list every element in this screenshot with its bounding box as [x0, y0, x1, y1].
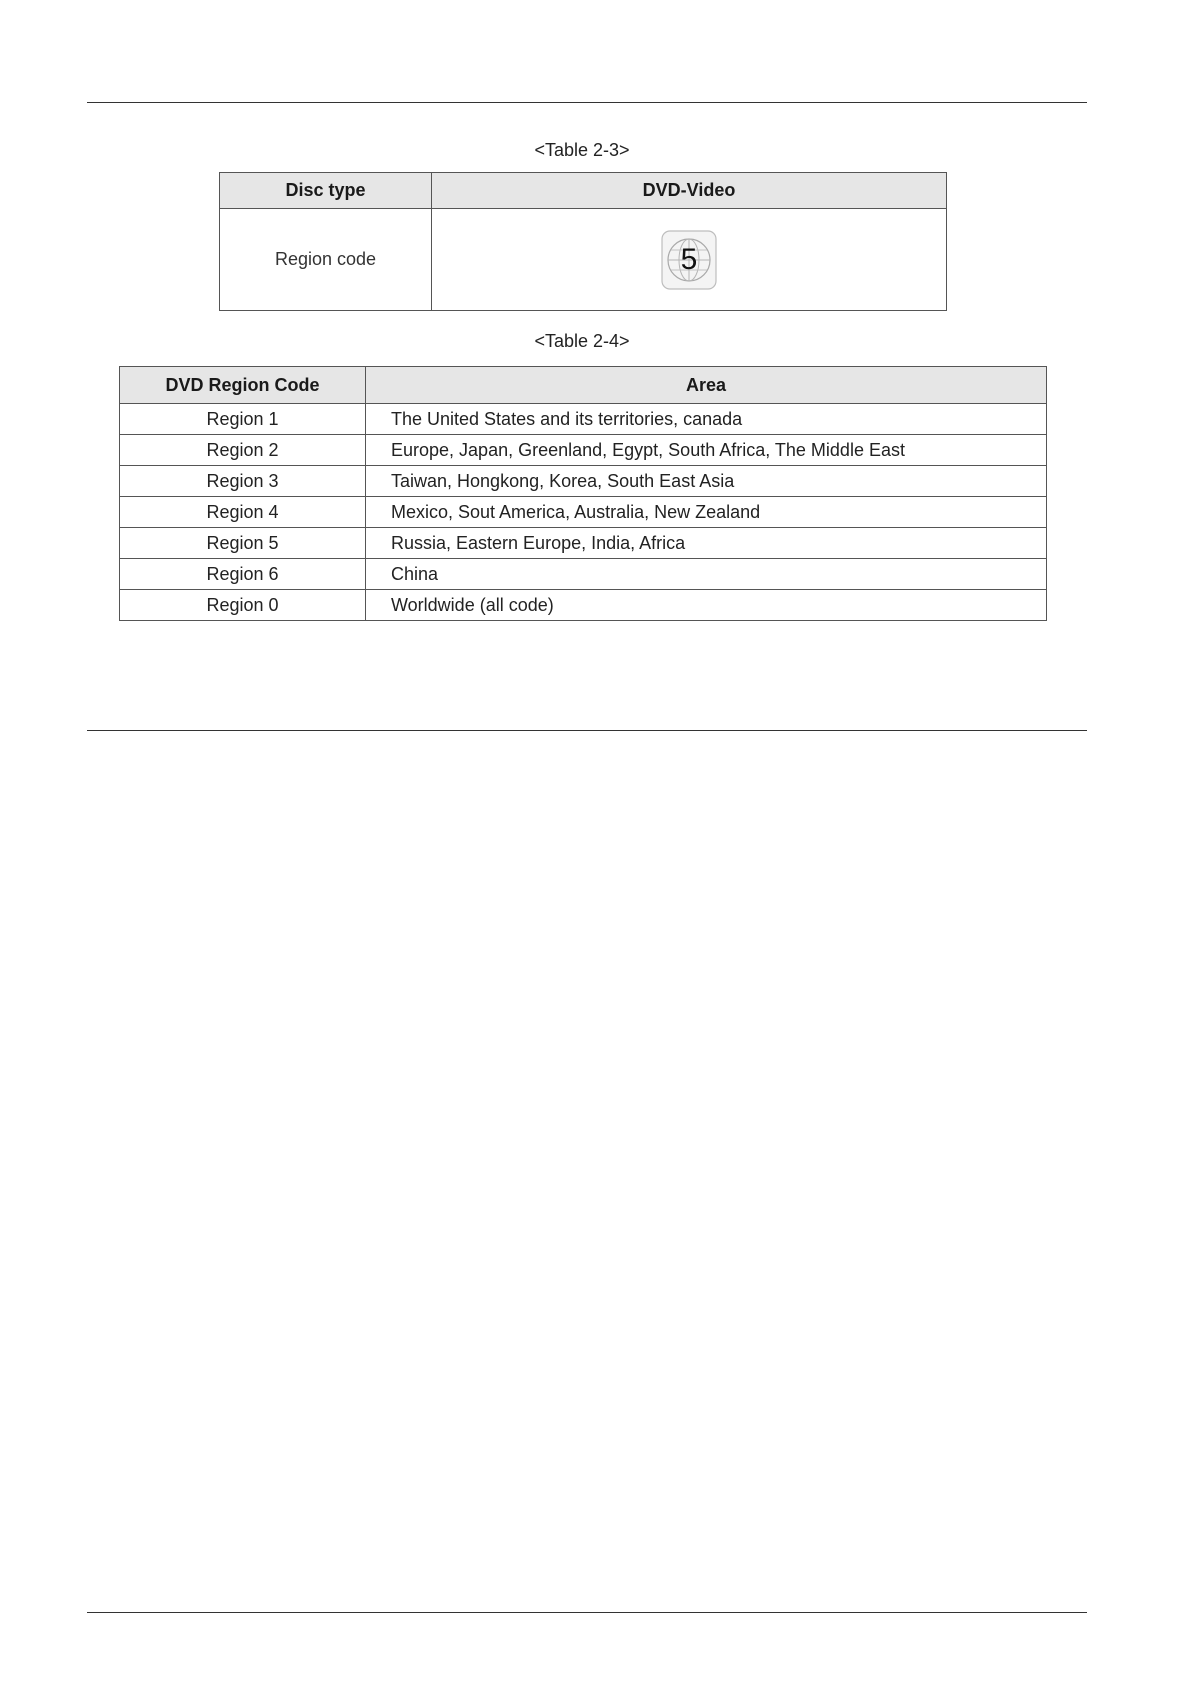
region-number: 5 [680, 242, 698, 276]
region-code: Region 5 [120, 528, 366, 559]
region-area: Taiwan, Hongkong, Korea, South East Asia [366, 466, 1047, 497]
table-2-4-header-row [120, 367, 1047, 404]
header-area: Area [366, 367, 1047, 404]
header-disc-type: Disc type [220, 173, 432, 209]
region-area: Worldwide (all code) [366, 590, 1047, 621]
table-2-4-caption: <Table 2-4> [534, 331, 630, 351]
table-row [120, 404, 1047, 435]
table-2-3 [219, 172, 947, 311]
region-code-cell [432, 209, 947, 311]
table-row [120, 590, 1047, 621]
table-2-4 [119, 366, 1047, 621]
region-code: Region 0 [120, 590, 366, 621]
header-dvd-video: DVD-Video [432, 173, 947, 209]
header-dvd-region-code: DVD Region Code [120, 367, 366, 404]
table-2-3-caption: <Table 2-3> [534, 140, 630, 160]
region-code: Region 3 [120, 466, 366, 497]
table-row [120, 435, 1047, 466]
table-2-3-header-row [220, 173, 947, 209]
table-row [120, 497, 1047, 528]
table-2-3-row [220, 209, 947, 311]
region-code: Region 6 [120, 559, 366, 590]
region-area: Mexico, Sout America, Australia, New Zealand [366, 497, 1047, 528]
table-row [120, 559, 1047, 590]
globe-region-icon [661, 230, 717, 290]
header-rule [87, 102, 1087, 103]
region-area: Europe, Japan, Greenland, Egypt, South Africa, The Middle East [366, 435, 1047, 466]
region-area: China [366, 559, 1047, 590]
region-area: Russia, Eastern Europe, India, Africa [366, 528, 1047, 559]
region-code: Region 4 [120, 497, 366, 528]
region-code-label: Region code [220, 209, 432, 311]
table-row [120, 466, 1047, 497]
region-code: Region 2 [120, 435, 366, 466]
section-rule [87, 730, 1087, 731]
region-code: Region 1 [120, 404, 366, 435]
table-row [120, 528, 1047, 559]
region-area: The United States and its territories, canada [366, 404, 1047, 435]
footer-rule [87, 1612, 1087, 1613]
